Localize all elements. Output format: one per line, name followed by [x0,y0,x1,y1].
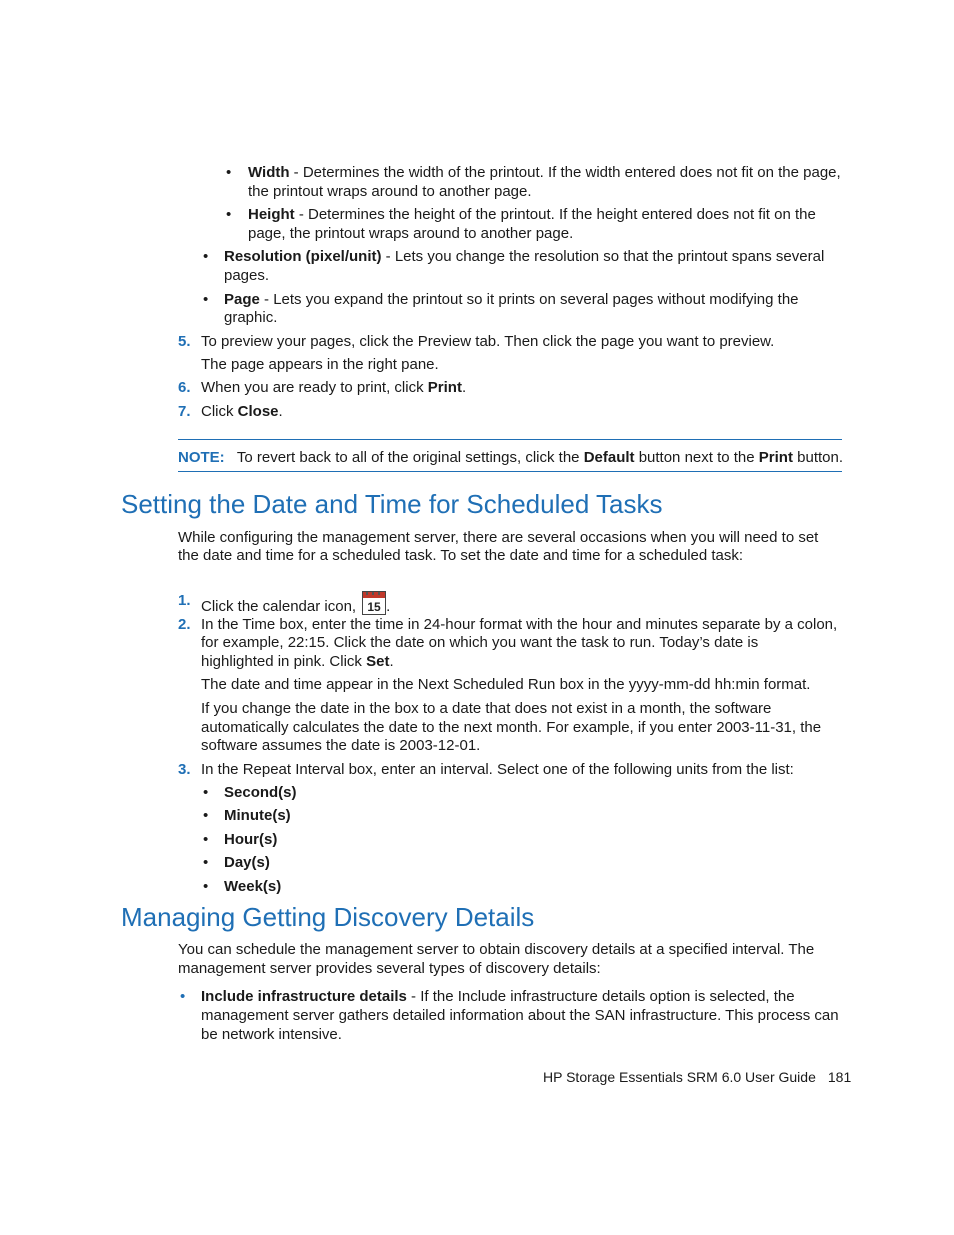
note [178,448,848,467]
section2-intro-line2: management server provides several types of discovery details: [178,960,601,977]
unit-item: Hour(s) [224,831,278,848]
infrastructure-term: Include infrastructure details [201,988,407,1005]
bullet-glyph: • [226,164,232,181]
infrastructure-desc-line3: be network intensive. [201,1026,342,1043]
step-3-text: In the Repeat Interval box, enter an interval. Select one of the following units from the list: [201,761,794,778]
set-term: Set [366,653,390,670]
height-item [248,205,848,224]
step-2-para2: The date and time appear in the Next Scheduled Run box in the yyyy-mm-dd hh:min format. [201,676,811,693]
width-desc: - Determines the width of the printout. If the width entered does not fit on the page, [289,164,841,181]
bullet-glyph: • [203,831,209,848]
step-1-label: Click the calendar icon, [201,598,357,615]
step-number: 7. [178,403,191,420]
infrastructure-desc: - If the Include infrastructure details option is selected, the [406,988,795,1005]
step-number: 1. [178,592,191,609]
bullet-glyph: • [180,988,186,1005]
step-1-text [201,591,390,616]
step-2-line1: In the Time box, enter the time in 24-hour format with the hour and minutes separate by a colon, [201,616,838,633]
step-5-text: To preview your pages, click the Preview tab. Then click the page you want to preview. [201,333,775,350]
step-2-line3-post: . [389,653,394,670]
bullet-glyph: • [226,206,232,223]
height-desc: - Determines the height of the printout. If the height entered does not fit on the [294,206,816,223]
width-item [248,163,848,182]
page-term: Page [224,291,260,308]
section1-intro-line2: the date and time for a scheduled task. To set the date and time for a scheduled task: [178,547,744,564]
note-text-pre: To revert back to all of the original settings, click the [236,449,584,466]
section-heading-date-time: Setting the Date and Time for Scheduled Tasks [121,489,663,519]
step-6-pre: When you are ready to print, click [201,379,428,396]
resolution-desc: - Lets you change the resolution so that the printout spans several [381,248,825,265]
step-5-followup: The page appears in the right pane. [201,356,439,373]
footer-guide-title: HP Storage Essentials SRM 6.0 User Guide [543,1069,816,1085]
unit-item: Week(s) [224,878,282,895]
section-heading-discovery: Managing Getting Discovery Details [121,902,535,932]
step-6-post: . [461,379,467,396]
note-rule-top [178,439,842,440]
note-label: NOTE: [178,449,225,466]
step-7-text [201,402,283,421]
bullet-glyph: • [203,291,209,308]
calendar-icon[interactable] [362,591,386,615]
footer [543,1068,851,1087]
step-2-line3 [201,652,394,671]
bullet-glyph: • [203,784,209,801]
bullet-glyph: • [203,854,209,871]
step-number: 5. [178,333,191,350]
step-2-para3-line2: automatically calculates the date to the next month. For example, if you enter 2003-11-31, the [201,719,822,736]
step-1-end: . [386,598,391,615]
bullet-glyph: • [203,248,209,265]
calendar-icon-graphic [363,592,385,614]
note-rule-bottom [178,471,842,472]
height-term: Height [248,206,295,223]
infrastructure-item [201,987,795,1006]
infrastructure-desc-line2: management server gathers detailed information about the SAN infrastructure. This process can [201,1007,839,1024]
step-7-pre: Click [201,403,238,420]
step-2-line3-pre: highlighted in pink. Click [201,653,367,670]
step-6-text [201,378,466,397]
page-desc-cont: graphic. [224,309,278,326]
resolution-item [224,247,844,266]
width-desc-cont: the printout wraps around to another page. [248,183,532,200]
height-desc-cont: page, the printout wraps around to another page. [248,225,574,242]
note-text-post: button. [792,449,844,466]
print-term: Print [758,449,793,466]
print-term: Print [427,379,462,396]
resolution-term: Resolution (pixel/unit) [224,248,382,265]
resolution-desc-cont: pages. [224,267,270,284]
unit-item: Minute(s) [224,807,291,824]
step-7-post: . [278,403,283,420]
unit-item: Second(s) [224,784,297,801]
unit-item: Day(s) [224,854,270,871]
step-number: 6. [178,379,191,396]
bullet-glyph: • [203,878,209,895]
close-term: Close [237,403,279,420]
section2-intro-line1: You can schedule the management server to obtain discovery details at a specified interval. The [178,941,815,958]
section1-intro-line1: While configuring the management server, there are several occasions when you will need to set [178,529,819,546]
page-item [224,290,844,309]
width-term: Width [248,164,290,181]
step-number: 2. [178,616,191,633]
step-2-line2: for example, 22:15. Click the date on which you want the task to run. Today’s date is [201,634,759,651]
step-2-para3-line1: If you change the date in the box to a date that does not exist in a month, the software [201,700,772,717]
calendar-day: 15 [367,600,381,614]
page-number: 181 [827,1069,852,1085]
step-number: 3. [178,761,191,778]
bullet-glyph: • [203,807,209,824]
note-text-mid: button next to the [634,449,759,466]
page-desc: - Lets you expand the printout so it prints on several pages without modifying the [259,291,799,308]
default-term: Default [583,449,635,466]
step-2-para3-line3: software assumes the date is 2003-12-01. [201,737,481,754]
